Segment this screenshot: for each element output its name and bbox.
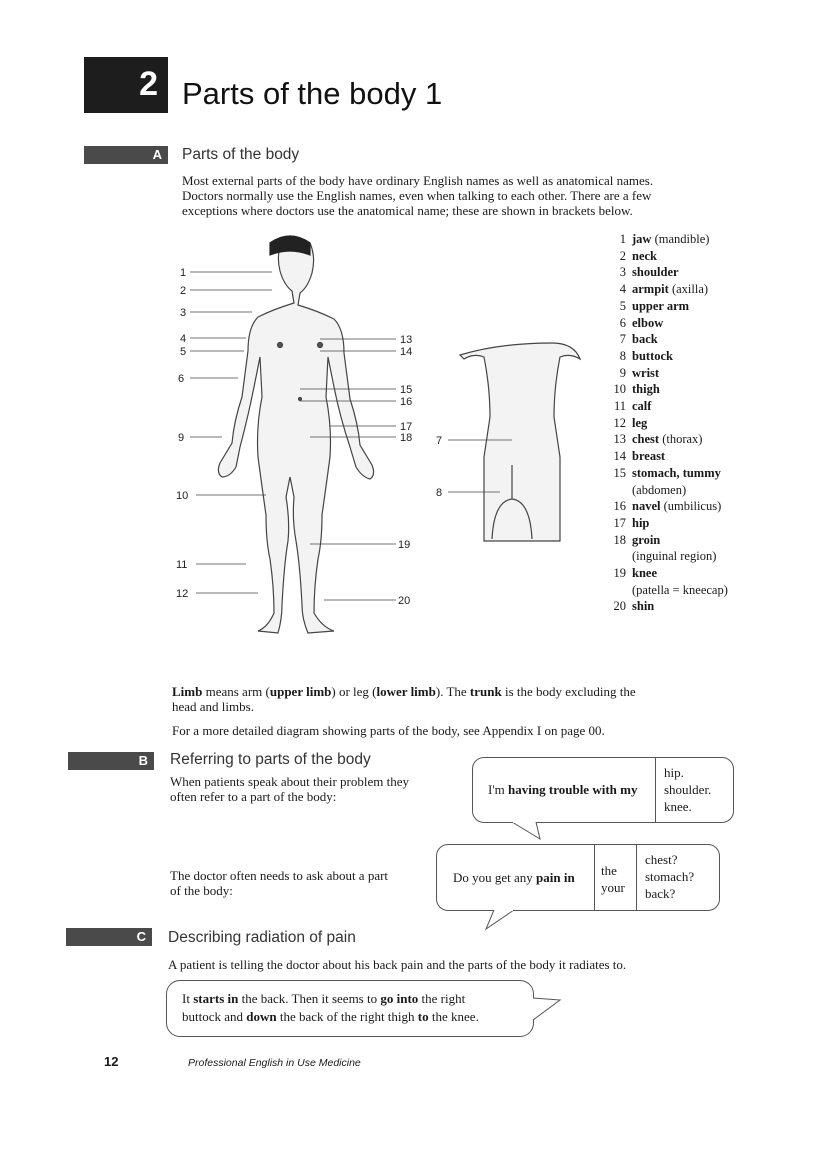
section-b-title: Referring to parts of the body xyxy=(170,751,371,768)
label-18: 18 xyxy=(400,432,413,444)
page-number: 12 xyxy=(104,1054,119,1069)
legend-row: 3 shoulder xyxy=(619,265,679,280)
legend-row: 16 navel (umbilicus) xyxy=(613,499,722,514)
section-b-text1: When patients speak about their problem they often refer to a part of the body: xyxy=(170,774,409,804)
legend-row: 19 knee xyxy=(613,566,657,581)
limb-note: Limb means arm (upper limb) or leg (lower limb). The trunk is the body excluding the head and limbs. xyxy=(172,684,636,714)
label-6: 6 xyxy=(178,373,185,385)
section-b-text2: The doctor often needs to ask about a part of the body: xyxy=(170,868,389,898)
label-9: 9 xyxy=(178,432,185,444)
legend-row: 15 stomach, tummy xyxy=(613,465,721,480)
appendix-note: For a more detailed diagram showing parts of the body, see Appendix I on page 00. xyxy=(172,723,605,738)
legend-row: 5 upper arm xyxy=(619,298,690,313)
label-14: 14 xyxy=(400,346,413,358)
section-a-letter: A xyxy=(152,147,162,162)
bubble-tail xyxy=(530,994,564,1024)
label-2: 2 xyxy=(180,285,187,297)
bubble1-divider xyxy=(655,758,656,822)
body-diagram xyxy=(160,225,600,665)
label-13: 13 xyxy=(400,334,413,346)
legend-row: 10 thigh xyxy=(613,382,660,397)
section-a-bar xyxy=(84,146,168,164)
book-title: Professional English in Use Medicine xyxy=(188,1057,361,1069)
intro-line: Most external parts of the body have ordinary English names as well as anatomical names. xyxy=(182,173,654,188)
label-12: 12 xyxy=(176,588,189,600)
label-11: 11 xyxy=(176,559,188,571)
legend-row: (abdomen) xyxy=(632,482,687,497)
legend-row: 12 leg xyxy=(613,415,648,430)
legend-row: 7 back xyxy=(619,332,658,347)
bubble2-options: chest? stomach? back? xyxy=(645,852,695,901)
bubble2-divider-1 xyxy=(594,845,595,910)
legend-row: 4 armpit (axilla) xyxy=(619,282,709,297)
bubble1-phrase: I'm having trouble with my xyxy=(488,782,638,797)
bubble2-articles: the your xyxy=(601,863,625,895)
legend-row: 18 groin xyxy=(613,532,661,547)
parts-legend xyxy=(604,231,804,615)
bubble2-phrase: Do you get any pain in xyxy=(453,870,575,885)
bubble2-divider-2 xyxy=(636,845,637,910)
section-c-title: Describing radiation of pain xyxy=(168,929,356,946)
back-body-figure xyxy=(460,343,580,541)
legend-row: 6 elbow xyxy=(619,315,664,330)
label-19: 19 xyxy=(398,539,411,551)
unit-number-box xyxy=(84,57,168,113)
intro-line: exceptions where doctors use the anatomical name; these are shown in brackets below. xyxy=(182,203,633,218)
bubble-tail xyxy=(484,908,524,932)
label-1: 1 xyxy=(180,267,187,279)
legend-row: 1 jaw (mandible) xyxy=(619,232,710,246)
label-20: 20 xyxy=(398,595,411,607)
legend-row: (patella = kneecap) xyxy=(632,582,728,597)
legend-row: 14 breast xyxy=(613,449,666,464)
legend-row: (inguinal region) xyxy=(632,549,717,564)
unit-number: 2 xyxy=(139,65,158,103)
bubble1-options: hip. shoulder. knee. xyxy=(664,765,712,814)
label-3: 3 xyxy=(180,307,187,319)
label-10: 10 xyxy=(176,490,189,502)
label-5: 5 xyxy=(180,346,187,358)
label-8: 8 xyxy=(436,487,443,499)
intro-line: Doctors normally use the English names, even when talking to each other. There are a few xyxy=(182,188,652,203)
legend-row: 11 calf xyxy=(613,399,652,414)
legend-row: 13 chest (thorax) xyxy=(613,432,703,447)
label-4: 4 xyxy=(180,333,187,345)
label-15: 15 xyxy=(400,384,413,396)
legend-row: 20 shin xyxy=(613,599,655,614)
section-c-bar xyxy=(66,928,152,946)
unit-title: Parts of the body 1 xyxy=(182,76,443,111)
section-a-intro xyxy=(182,173,653,218)
label-17: 17 xyxy=(400,421,413,433)
section-c-letter: C xyxy=(136,929,146,944)
legend-row: 2 neck xyxy=(619,248,657,263)
front-body-figure xyxy=(218,236,373,633)
section-b-bar xyxy=(68,752,154,770)
section-b-letter: B xyxy=(138,753,148,768)
section-c-intro: A patient is telling the doctor about his back pain and the parts of the body it radiates to. xyxy=(168,957,627,972)
legend-row: 8 buttock xyxy=(619,348,673,363)
bubble3-text: It starts in the back. Then it seems to go into the right buttock and down the back of the right thigh to the knee. xyxy=(182,991,479,1024)
legend-row: 17 hip xyxy=(613,515,650,530)
label-16: 16 xyxy=(400,396,413,408)
legend-row: 9 wrist xyxy=(619,365,660,380)
label-7: 7 xyxy=(436,435,443,447)
bubble-tail xyxy=(506,820,546,842)
section-a-title: Parts of the body xyxy=(182,146,300,163)
